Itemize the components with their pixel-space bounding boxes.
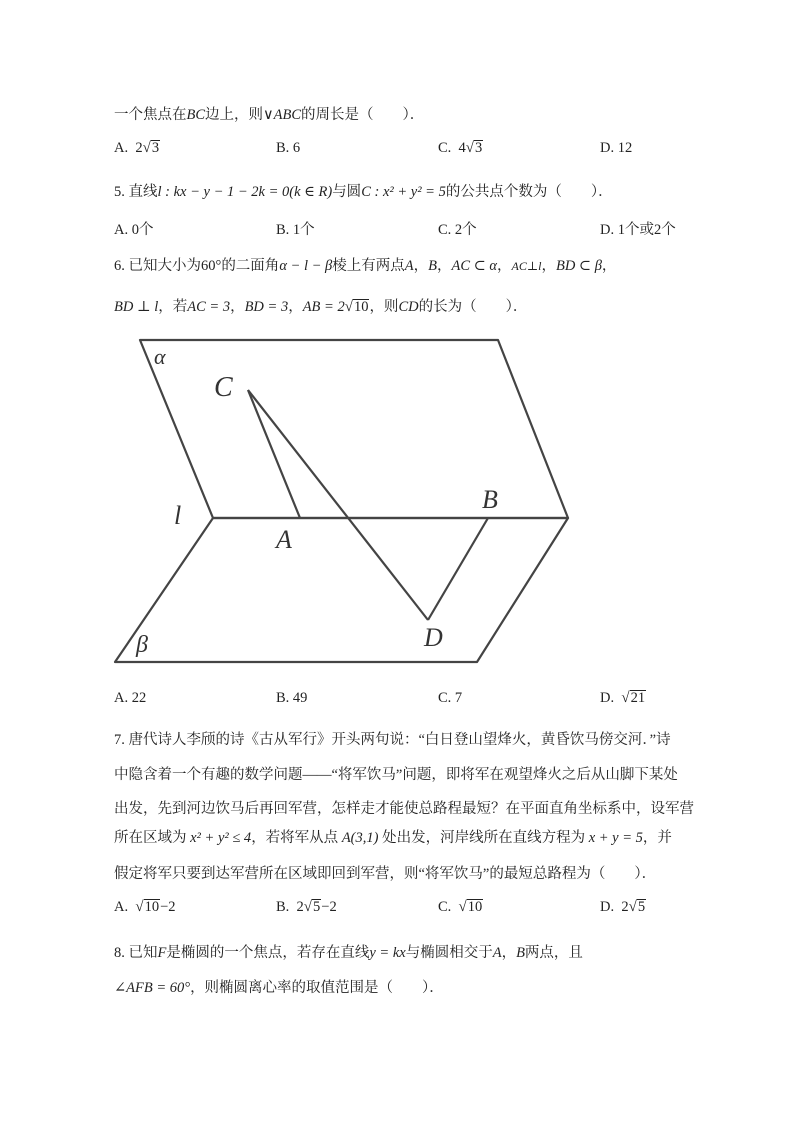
q5-option-d: D. 1个或2个 (600, 222, 676, 238)
q7-line2: 中隐含着一个有趣的数学问题——“将军饮马”问题，即将军在观望烽火之后从山脚下某处 (114, 767, 678, 783)
q4-text: 一个焦点在 (114, 107, 187, 123)
label-beta: β (136, 632, 148, 658)
segment-bd (428, 518, 488, 620)
q4-text: 边上，则 (205, 107, 264, 123)
q4-bc: BC (186, 107, 206, 123)
q7-option-a: A. √10−2 (114, 899, 176, 915)
q4-option-c: C. 4√3 (438, 140, 483, 156)
dihedral-angle-figure (110, 334, 580, 674)
q4-stem (114, 103, 424, 124)
q7-option-b: B. 2√5−2 (276, 899, 337, 915)
q7-point: A(3,1) (341, 830, 379, 846)
q5-option-c: C. 2个 (438, 222, 477, 238)
q7-line1: 7. 唐代诗人李颀的诗《古从军行》开头两句说：“白日登山望烽火，黄昏饮马傍交河．”诗 (114, 732, 671, 748)
q8-line2: ∠AFB = 60°，则椭圆离心率的取值范围是（ ）． (114, 980, 444, 996)
q7-line3: 出发，先到河边饮马后再回军营，怎样走才能使总路程最短？在平面直角坐标系中，设军营 (114, 801, 694, 817)
q6-stem-line1: 6. 已知大小为60°的二面角α − l − β棱上有两点A，B，AC ⊂ α，AC⊥l，BD ⊂ β， (114, 258, 617, 274)
label-c: C (214, 372, 233, 403)
q8-line-equation: y = kx (369, 945, 406, 961)
label-d: D (424, 623, 443, 652)
plane-alpha (140, 340, 568, 518)
label-a: A (276, 525, 292, 554)
q7-line4: 所在区域为 x² + y² ≤ 4，若将军从点 A(3,1) 处出发，河岸线所在直线方程为 x + y = 5，并 (114, 830, 672, 846)
q7-line5: 假定将军只要到达军营所在区域即回到军营，则“将军饮马”的最短总路程为（ ）． (114, 866, 657, 882)
plane-beta (115, 518, 568, 662)
q7-option-c: C. √10 (438, 899, 483, 915)
q4-triangle: ∨ABC (263, 107, 302, 123)
q5-option-a: A. 0个 (114, 222, 154, 238)
q8-line1: 8. 已知F是椭圆的一个焦点，若存在直线y = kx与椭圆相交于A，B两点，且 (114, 945, 583, 961)
label-b: B (482, 485, 498, 514)
label-l: l (174, 501, 182, 530)
q4-option-a: A. 2√3 (114, 140, 160, 156)
segment-cd (248, 390, 428, 620)
q6-stem-line2: BD ⊥ l，若AC = 3，BD = 3，AB = 2√10，则CD的长为（ ）． (114, 299, 528, 315)
q4-option-b: B. 6 (276, 140, 301, 156)
label-alpha: α (154, 344, 166, 369)
q6-option-d: D. √21 (600, 690, 646, 706)
q6-option-c: C. 7 (438, 690, 463, 706)
q8-angle: ∠AFB = 60° (114, 980, 191, 996)
q7-option-d: D. 2√5 (600, 899, 646, 915)
q5-circle-equation: C : x² + y² = 5 (361, 184, 446, 200)
q6-option-b: B. 49 (276, 690, 308, 706)
q6-option-a: A. 22 (114, 690, 147, 706)
q4-option-d: D. 12 (600, 140, 633, 156)
q5-line-equation: l : kx − y − 1 − 2k = 0 (157, 184, 290, 200)
segment-ca (248, 390, 300, 518)
q7-region: x² + y² ≤ 4 (190, 830, 252, 846)
q7-river-equation: x + y = 5 (588, 830, 643, 846)
q4-text: 的周长是（ ）． (301, 107, 425, 123)
q5-stem: 5. 直线l : kx − y − 1 − 2k = 0(k ∈ R)与圆C : x² + y² = 5的公共点个数为（ ）． (114, 184, 613, 200)
q5-option-b: B. 1个 (276, 222, 315, 238)
